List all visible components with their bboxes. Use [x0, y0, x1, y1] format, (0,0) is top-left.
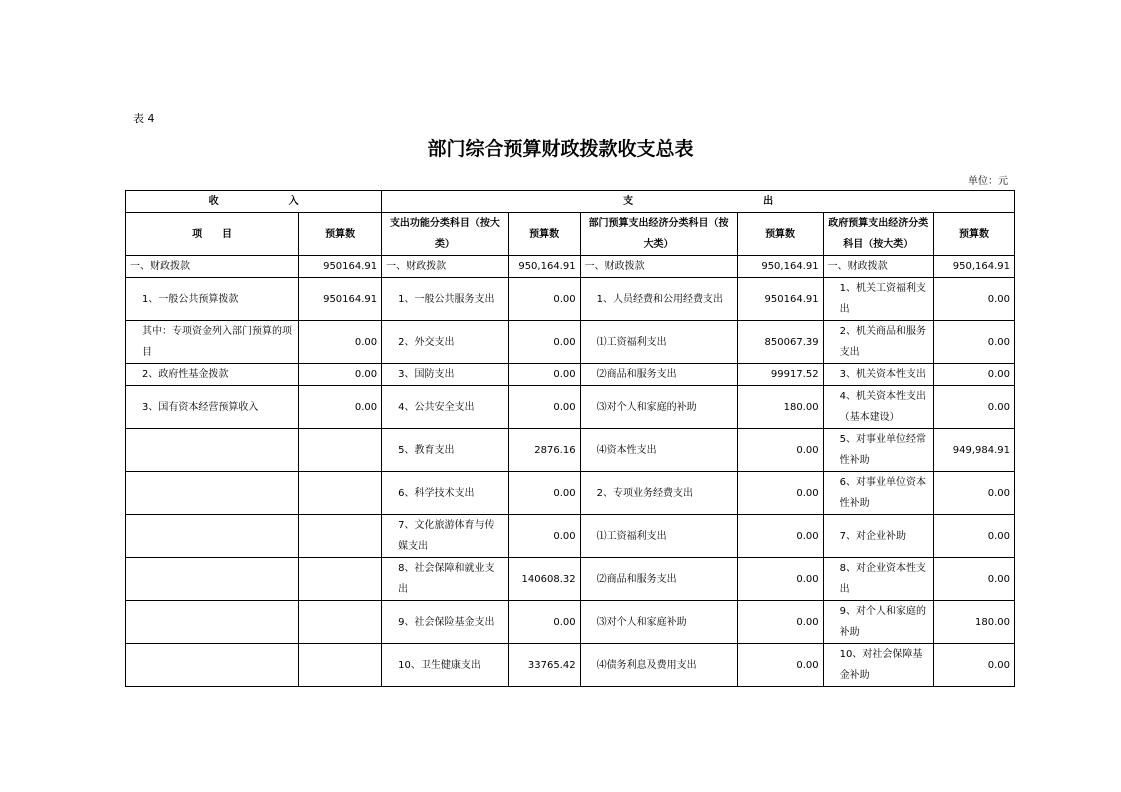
cell-income-budget: 950164.91: [299, 256, 382, 278]
cell-function-item: 6、科学技术支出: [382, 472, 509, 515]
col-header-budget: 预算数: [299, 213, 382, 256]
cell-income-budget: [299, 558, 382, 601]
cell-gov-econ-budget: 0.00: [933, 515, 1014, 558]
cell-income-item: [126, 429, 299, 472]
cell-gov-econ-item: 8、对企业资本性支出: [823, 558, 933, 601]
cell-income-item: 一、财政拨款: [126, 256, 299, 278]
cell-income-item: 其中：专项资金列入部门预算的项目: [126, 321, 299, 364]
cell-gov-econ-item: 1、机关工资福利支出: [823, 278, 933, 321]
table-row: [126, 429, 1015, 472]
cell-income-item: [126, 558, 299, 601]
cell-gov-econ-budget: 0.00: [933, 386, 1014, 429]
table-row: [126, 321, 1015, 364]
cell-income-budget: [299, 644, 382, 687]
table-row: [126, 386, 1015, 429]
cell-dept-econ-item: ⑵商品和服务支出: [580, 558, 737, 601]
cell-dept-econ-budget: 0.00: [737, 472, 823, 515]
cell-dept-econ-item: ⑵商品和服务支出: [580, 364, 737, 386]
cell-gov-econ-item: 10、对社会保障基金补助: [823, 644, 933, 687]
cell-function-budget: 0.00: [508, 364, 580, 386]
table-number-label: 表 4: [133, 112, 155, 125]
cell-dept-econ-budget: 950,164.91: [737, 256, 823, 278]
col-header-dept-econ-class: 部门预算支出经济分类科目（按大类）: [580, 213, 737, 256]
table-row: [126, 558, 1015, 601]
cell-function-budget: 0.00: [508, 321, 580, 364]
cell-income-item: [126, 515, 299, 558]
cell-gov-econ-budget: 0.00: [933, 644, 1014, 687]
cell-dept-econ-budget: 0.00: [737, 515, 823, 558]
cell-dept-econ-item: ⑷债务利息及费用支出: [580, 644, 737, 687]
cell-function-budget: 0.00: [508, 601, 580, 644]
cell-gov-econ-item: 3、机关资本性支出: [823, 364, 933, 386]
cell-gov-econ-budget: 950,164.91: [933, 256, 1014, 278]
cell-income-item: [126, 601, 299, 644]
cell-gov-econ-budget: 0.00: [933, 472, 1014, 515]
cell-dept-econ-budget: 0.00: [737, 429, 823, 472]
cell-income-budget: [299, 429, 382, 472]
cell-gov-econ-item: 7、对企业补助: [823, 515, 933, 558]
cell-income-item: 1、一般公共预算拨款: [126, 278, 299, 321]
cell-dept-econ-budget: 950164.91: [737, 278, 823, 321]
cell-income-item: [126, 644, 299, 687]
cell-dept-econ-item: 1、人员经费和公用经费支出: [580, 278, 737, 321]
document-title: 部门综合预算财政拨款收支总表: [427, 138, 694, 160]
table-row: [126, 364, 1015, 386]
unit-label: 单位：元: [968, 176, 1008, 187]
cell-income-budget: 0.00: [299, 321, 382, 364]
group-header-row: [126, 191, 1015, 213]
cell-income-budget: 950164.91: [299, 278, 382, 321]
cell-dept-econ-item: 2、专项业务经费支出: [580, 472, 737, 515]
cell-function-item: 2、外交支出: [382, 321, 509, 364]
cell-gov-econ-item: 5、对事业单位经常性补助: [823, 429, 933, 472]
cell-dept-econ-item: 一、财政拨款: [580, 256, 737, 278]
cell-income-item: 2、政府性基金拨款: [126, 364, 299, 386]
cell-function-budget: 140608.32: [508, 558, 580, 601]
cell-dept-econ-item: ⑶对个人和家庭的补助: [580, 386, 737, 429]
cell-function-item: 4、公共安全支出: [382, 386, 509, 429]
cell-function-budget: 0.00: [508, 515, 580, 558]
cell-gov-econ-budget: 0.00: [933, 321, 1014, 364]
cell-income-budget: [299, 472, 382, 515]
cell-function-item: 7、文化旅游体育与传媒支出: [382, 515, 509, 558]
col-header-gov-econ-class: 政府预算支出经济分类科目（按大类）: [823, 213, 933, 256]
cell-gov-econ-item: 一、财政拨款: [823, 256, 933, 278]
cell-income-budget: 0.00: [299, 386, 382, 429]
cell-gov-econ-budget: 949,984.91: [933, 429, 1014, 472]
cell-gov-econ-budget: 0.00: [933, 278, 1014, 321]
table-row: [126, 472, 1015, 515]
cell-function-budget: 0.00: [508, 472, 580, 515]
cell-dept-econ-budget: 180.00: [737, 386, 823, 429]
cell-function-item: 5、教育支出: [382, 429, 509, 472]
cell-dept-econ-item: ⑴工资福利支出: [580, 321, 737, 364]
expense-group-header: 支 出: [382, 191, 1015, 213]
cell-gov-econ-item: 4、机关资本性支出（基本建设）: [823, 386, 933, 429]
cell-function-budget: 2876.16: [508, 429, 580, 472]
cell-dept-econ-item: ⑷资本性支出: [580, 429, 737, 472]
cell-dept-econ-item: ⑴工资福利支出: [580, 515, 737, 558]
table-row: [126, 256, 1015, 278]
cell-income-budget: [299, 601, 382, 644]
cell-function-item: 9、社会保险基金支出: [382, 601, 509, 644]
col-header-budget: 预算数: [933, 213, 1014, 256]
cell-gov-econ-item: 9、对个人和家庭的补助: [823, 601, 933, 644]
cell-gov-econ-item: 2、机关商品和服务支出: [823, 321, 933, 364]
cell-gov-econ-item: 6、对事业单位资本性补助: [823, 472, 933, 515]
income-group-header: 收 入: [126, 191, 382, 213]
cell-income-item: [126, 472, 299, 515]
cell-dept-econ-item: ⑶对个人和家庭补助: [580, 601, 737, 644]
cell-function-item: 1、一般公共服务支出: [382, 278, 509, 321]
table-body: [126, 256, 1015, 687]
cell-function-item: 3、国防支出: [382, 364, 509, 386]
cell-dept-econ-budget: 0.00: [737, 558, 823, 601]
cell-income-item: 3、国有资本经营预算收入: [126, 386, 299, 429]
budget-table: [125, 190, 1015, 687]
col-header-budget: 预算数: [737, 213, 823, 256]
cell-income-budget: 0.00: [299, 364, 382, 386]
cell-dept-econ-budget: 0.00: [737, 601, 823, 644]
cell-function-budget: 33765.42: [508, 644, 580, 687]
cell-gov-econ-budget: 0.00: [933, 558, 1014, 601]
cell-dept-econ-budget: 0.00: [737, 644, 823, 687]
cell-function-item: 8、社会保障和就业支出: [382, 558, 509, 601]
table-row: [126, 278, 1015, 321]
cell-dept-econ-budget: 850067.39: [737, 321, 823, 364]
cell-function-item: 一、财政拨款: [382, 256, 509, 278]
col-header-item: 项 目: [126, 213, 299, 256]
table-row: [126, 601, 1015, 644]
cell-function-budget: 950,164.91: [508, 256, 580, 278]
table-row: [126, 644, 1015, 687]
col-header-budget: 预算数: [508, 213, 580, 256]
cell-gov-econ-budget: 0.00: [933, 364, 1014, 386]
cell-function-budget: 0.00: [508, 278, 580, 321]
table-row: [126, 515, 1015, 558]
cell-function-budget: 0.00: [508, 386, 580, 429]
cell-function-item: 10、卫生健康支出: [382, 644, 509, 687]
cell-gov-econ-budget: 180.00: [933, 601, 1014, 644]
column-header-row: [126, 213, 1015, 256]
cell-income-budget: [299, 515, 382, 558]
col-header-function-class: 支出功能分类科目（按大类）: [382, 213, 509, 256]
cell-dept-econ-budget: 99917.52: [737, 364, 823, 386]
